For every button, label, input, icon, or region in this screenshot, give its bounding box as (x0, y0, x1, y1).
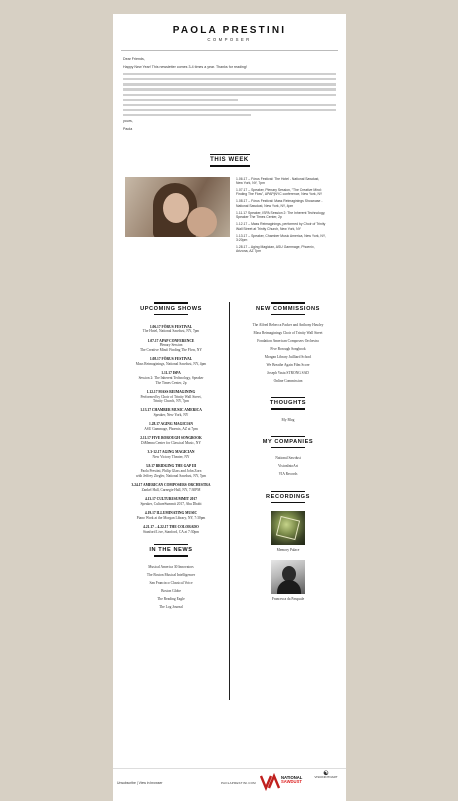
list-link[interactable]: Musical America 30 Innovators (148, 564, 194, 569)
thoughts-title: THOUGHTS (269, 400, 307, 407)
show-item (113, 497, 229, 506)
show-title: 1.12.17 MASS REIMAGINING (146, 389, 196, 394)
show-item (113, 357, 229, 366)
list-link[interactable]: Online Commission (273, 378, 303, 383)
newsletter-page (113, 14, 346, 801)
national-sawdust-logo[interactable]: NATIONAL SAWDUST (281, 775, 303, 785)
letter-paragraph-1 (123, 73, 336, 101)
show-item (113, 422, 229, 431)
list-link[interactable]: National Sawdust (275, 456, 301, 461)
list-link[interactable]: We Breathe Again Film Score (266, 362, 310, 367)
show-detail: Zankel Hall, Carnegie Hall, NY, 7:30PM (141, 487, 201, 492)
show-detail: ASU Gammage, Phoenix, AZ at 7pm (144, 427, 198, 432)
show-detail: Speaker, CultureSummit 2017, Abu Dhabi (140, 501, 202, 506)
show-item (113, 325, 229, 334)
upcoming-shows-title: UPCOMING SHOWS (140, 305, 202, 312)
show-detail: Trinity Church, NY, 7pm (152, 399, 190, 404)
list-link[interactable]: Morgan Library Juilliard School (264, 354, 312, 359)
show-item (113, 483, 229, 492)
upcoming-shows-list (113, 325, 229, 534)
event-item: 1.11.17 Speaker, ISPA Session 2: The Inherent Technology, Speaker The Times Center, 2p (236, 210, 326, 220)
show-title: 1.11.17 ISPA (161, 371, 181, 376)
thoughts-list (230, 418, 346, 422)
show-detail: The Hotel, National Sawdust, NY, 7pm (142, 329, 200, 334)
left-column (113, 302, 229, 700)
letter-greeting: Dear Friends, (123, 57, 145, 61)
show-title: 3.24.17 AMERICAN COMPOSERS ORCHESTRA (131, 483, 211, 487)
upcoming-shows-heading (113, 302, 229, 314)
show-detail: Paola Prestini, Philip Glass and John Zorn (140, 469, 202, 474)
show-title: 4.19.17 ILLUMINATING MUSIC (144, 510, 198, 515)
show-detail: with Jeffrey Ziegler, National Sawdust, NY, 7pm (135, 473, 207, 478)
list-link[interactable]: My Blog (281, 417, 295, 422)
show-detail: Stanford Live, Stanford, CA at 7:30pm (143, 529, 199, 534)
show-item (113, 390, 229, 404)
two-column-section (113, 302, 346, 700)
event-item: 1.07.17 – Speaker, Plenary Session, "The Creative Mind: Finding The Flow", APAP|NYC conference, New York, NY (236, 187, 323, 197)
list-link[interactable]: Joseph Vasta STRONG SAD (267, 370, 309, 375)
show-title: 2.11.17 FIVE BOROUGH SONGBOOK (140, 436, 202, 441)
album-cover-francesca[interactable] (271, 560, 305, 594)
letter-signoff: yours, (123, 119, 133, 123)
composer-name: PAOLA PRESTINI (172, 25, 287, 36)
letter-signature: Paola (123, 127, 133, 132)
show-detail: Piano Work at the Morgan Library, NY, 7:30pm (136, 515, 206, 520)
show-item (113, 450, 229, 459)
this-week-heading (113, 154, 346, 166)
this-week-title: THIS WEEK (210, 157, 249, 164)
show-item (113, 408, 229, 417)
show-detail: The Times Center, 2p (155, 380, 187, 385)
show-detail: The Creative Mind: Finding The Flow, NY (140, 347, 202, 352)
letter-intro: Happy New Year! This newsletter comes 3-4 times a year. Thanks for reading! (123, 65, 247, 70)
show-item (113, 511, 229, 520)
show-item (113, 464, 229, 478)
list-link[interactable]: Mass Reimaginings Choir of Trinity Wall Street (253, 330, 323, 335)
show-detail: Performed by Choir of Trinity Wall Street, (140, 394, 202, 399)
list-link[interactable]: San Francisco Classical Voice (149, 580, 193, 585)
show-detail: New Victory Theater, NY (152, 455, 190, 460)
composer-subtitle: COMPOSER (207, 37, 252, 42)
companies-list (230, 456, 346, 476)
list-link[interactable]: Fondation American Composers Orchestra (257, 338, 319, 343)
commissions-block (230, 302, 346, 383)
list-link[interactable]: VisionIntoArt (278, 464, 298, 469)
event-item: 1.06.17 – Fòrus Festival: The Hotel - National Sawdust, New York, NY, 7pm (236, 176, 320, 185)
album-cover-memory-palace[interactable] (271, 511, 305, 545)
website-link[interactable]: PAOLAPRESTINI.COM (221, 781, 256, 785)
in-the-news-title: IN THE NEWS (149, 547, 193, 554)
list-link[interactable]: Five Borough Songbook (270, 346, 306, 351)
list-link[interactable]: The Boston Musical Intelligencer (146, 572, 196, 577)
letter-body (113, 51, 346, 132)
unsubscribe-link[interactable]: Unsubscribe | View in browser (117, 781, 163, 785)
list-link[interactable]: The Log Journal (159, 604, 183, 609)
composer-photo (125, 177, 230, 237)
list-link[interactable]: The Reading Eagle (157, 596, 185, 601)
news-list (113, 565, 229, 609)
show-title: 3.9.17 BRIDGING THE GAP III (145, 464, 197, 469)
commissions-heading (230, 302, 346, 314)
show-title: 1.07.17 APAP CONFERENCE (147, 338, 195, 343)
companies-title: MY COMPANIES (262, 439, 314, 446)
list-link[interactable]: The Alfred Rebecca Packer and Anthony Hawley (252, 322, 324, 327)
via-logo-icon[interactable] (260, 773, 280, 791)
right-column (230, 302, 346, 700)
companies-block (230, 436, 346, 477)
show-detail: Plenary Session (159, 343, 183, 348)
in-the-news-heading (113, 544, 229, 556)
show-detail: Speaker, New York, NY (153, 413, 189, 418)
letter-paragraph-2 (123, 104, 336, 116)
show-detail: Mass Reimaginings, National Sawdust, NY, 4pm (135, 361, 207, 366)
show-title: 1.28.17 AGING MAGICIAN (149, 422, 193, 427)
list-link[interactable]: VIA Records (278, 472, 298, 477)
commissions-title: NEW COMMISSIONS (255, 305, 320, 312)
companies-heading (230, 436, 346, 448)
album-caption[interactable]: Francesca da Pasquale (271, 597, 305, 602)
event-item: 1.28.17 – Aging Magician, ASU Gammage, Phoenix, Arizona, AZ 7pm (236, 245, 315, 254)
show-item (113, 339, 229, 353)
show-title: 4.21.17 – 4.22.17 THE COLORADO (143, 524, 199, 529)
show-detail: Session 2: The Inherent Technology, Speaker (138, 375, 204, 380)
show-item (113, 436, 229, 445)
list-link[interactable]: Boston Globe (161, 588, 181, 593)
show-item (113, 371, 229, 385)
masthead (113, 14, 346, 42)
event-item: 1.12.17 – Mass Reimaginings, performed by Choir of Trinity Wall Street at Trinity Church, New York, NY (236, 222, 326, 231)
show-title: 1.13.17 CHAMBER MUSIC AMERICA (140, 408, 202, 413)
footer (113, 773, 346, 795)
show-detail: DiMenna Center for Classical Music, NY (141, 441, 201, 446)
show-title: 4.13.17 CULTURESUMMIT 2017 (144, 496, 198, 501)
show-title: 3.3-12.17 AGING MAGICIAN (147, 450, 195, 455)
show-title: 1.06.17 FÒRUS FESTIVAL (149, 324, 193, 329)
footer-divider (113, 768, 346, 769)
event-item: 1.08.17 – Fòrus Festival: Mass Reimaginings Showcase - National Sawdust, New York, NY, 4pm (236, 199, 323, 208)
thoughts-heading (230, 397, 346, 409)
thoughts-block (230, 397, 346, 422)
show-title: 1.08.17 FÒRUS FESTIVAL (149, 357, 193, 362)
recordings-heading (230, 491, 346, 503)
this-week-events (236, 177, 326, 257)
visionintoart-logo[interactable]: ☯ VISIONINTOART (314, 771, 338, 780)
recordings-block (230, 491, 346, 601)
this-week-section (113, 177, 346, 257)
album-caption[interactable]: Memory Palace (276, 548, 300, 553)
event-item: 1.13.17 – Speaker, Chamber Music America, New York, NY, 3:20pm (236, 233, 326, 242)
show-item (113, 525, 229, 534)
commissions-list (230, 323, 346, 383)
recordings-title: RECORDINGS (266, 493, 310, 500)
